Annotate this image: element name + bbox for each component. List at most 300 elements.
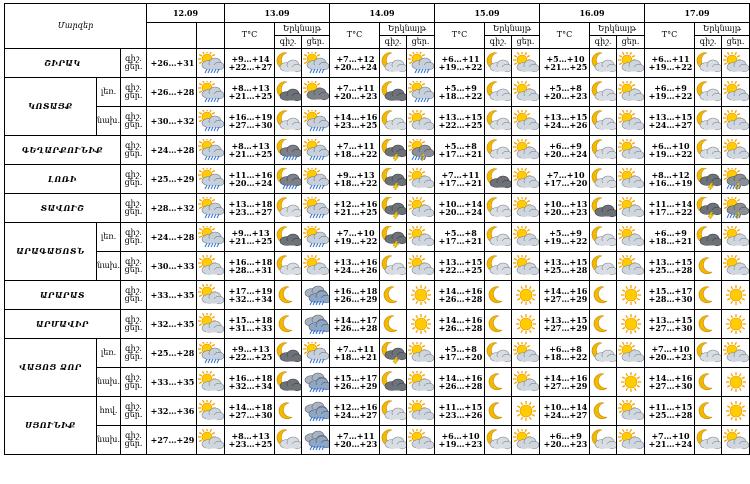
temp-day: +28…+30 bbox=[648, 294, 693, 304]
night-day-labels bbox=[121, 252, 147, 281]
temp-range bbox=[540, 281, 590, 310]
day-weather-icon bbox=[722, 194, 750, 223]
night-header: գիշ. bbox=[275, 36, 302, 49]
day-weather-icon bbox=[302, 397, 330, 426]
temp-night: +14…+16 bbox=[543, 372, 588, 383]
day-weather-icon bbox=[407, 339, 435, 368]
day-weather-icon bbox=[302, 107, 330, 136]
night-weather-icon bbox=[695, 78, 722, 107]
temp-night: +11…+14 bbox=[648, 198, 693, 209]
temp-day: +26…+28 bbox=[438, 323, 483, 333]
day-header: ցեր. bbox=[617, 36, 645, 49]
night-weather-icon bbox=[485, 194, 512, 223]
day-weather-icon bbox=[512, 426, 540, 455]
temp-range bbox=[330, 310, 380, 339]
day-weather-icon bbox=[722, 397, 750, 426]
night-label: գիշ. bbox=[125, 401, 142, 411]
temp-day-12: +33…+35 bbox=[147, 281, 197, 310]
day-weather-icon bbox=[722, 252, 750, 281]
day-weather-icon bbox=[302, 78, 330, 107]
weather-icon bbox=[197, 281, 225, 310]
region-row bbox=[5, 339, 750, 368]
region-row bbox=[5, 136, 750, 165]
temp-range bbox=[435, 49, 485, 78]
day-weather-icon bbox=[512, 368, 540, 397]
temp-range bbox=[225, 78, 275, 107]
night-weather-icon bbox=[485, 165, 512, 194]
temp-night: +10…+14 bbox=[543, 401, 588, 412]
day-weather-icon bbox=[722, 136, 750, 165]
temp-day: +17…+22 bbox=[648, 207, 693, 217]
temp-range bbox=[645, 310, 695, 339]
temp-range bbox=[435, 426, 485, 455]
date-header: 13.09 bbox=[225, 4, 330, 23]
temp-night: +7…+12 bbox=[336, 53, 375, 64]
temp-day: +22…+25 bbox=[228, 352, 273, 362]
night-day-labels bbox=[121, 397, 147, 426]
temp-range bbox=[330, 339, 380, 368]
temp-range bbox=[645, 397, 695, 426]
temp-night: +16…+18 bbox=[333, 285, 378, 296]
temp-range bbox=[225, 339, 275, 368]
night-weather-icon bbox=[590, 107, 617, 136]
temp-night: +6…+9 bbox=[549, 140, 582, 151]
night-label: գիշ. bbox=[125, 256, 142, 266]
temp-night: +16…+18 bbox=[228, 372, 273, 383]
night-weather-icon bbox=[380, 107, 407, 136]
temp-day: +19…+22 bbox=[648, 62, 693, 72]
temp-night: +7…+10 bbox=[651, 343, 690, 354]
temp-day: +25…+28 bbox=[648, 265, 693, 275]
temp-day: +23…+27 bbox=[228, 207, 273, 217]
region-row bbox=[5, 252, 750, 281]
temp-night: +14…+16 bbox=[438, 285, 483, 296]
temp-range bbox=[645, 194, 695, 223]
temp-day: +27…+30 bbox=[228, 120, 273, 130]
subzone-label: նախ. bbox=[97, 426, 121, 455]
night-weather-icon bbox=[695, 368, 722, 397]
temp-range bbox=[540, 223, 590, 252]
temp-night: +16…+19 bbox=[228, 111, 273, 122]
day-weather-icon bbox=[512, 194, 540, 223]
temp-range bbox=[225, 310, 275, 339]
night-weather-icon bbox=[485, 310, 512, 339]
temp-night: +7…+11 bbox=[336, 430, 375, 441]
night-label: գիշ. bbox=[125, 140, 142, 150]
temp-day: +17…+21 bbox=[438, 149, 483, 159]
temp-range bbox=[330, 368, 380, 397]
temp-night: +13…+15 bbox=[438, 111, 483, 122]
temp-day-12: +26…+28 bbox=[147, 78, 197, 107]
night-weather-icon bbox=[485, 223, 512, 252]
day-label: ցեր. bbox=[124, 352, 143, 361]
night-day-labels bbox=[121, 194, 147, 223]
day-weather-icon bbox=[722, 339, 750, 368]
temp-day: +22…+25 bbox=[438, 265, 483, 275]
temp-night: +13…+15 bbox=[648, 314, 693, 325]
night-weather-icon bbox=[275, 49, 302, 78]
subzone-label: լեռ. bbox=[97, 223, 121, 252]
temp-range bbox=[435, 368, 485, 397]
night-weather-icon bbox=[695, 339, 722, 368]
temp-day: +21…+25 bbox=[333, 207, 378, 217]
cloud-header: Երկնայթ bbox=[380, 23, 435, 36]
temp-day: +27…+30 bbox=[648, 323, 693, 333]
day-weather-icon bbox=[617, 49, 645, 78]
day-label: ցեր. bbox=[124, 381, 143, 390]
temp-range bbox=[225, 281, 275, 310]
night-day-labels bbox=[121, 281, 147, 310]
temp-day: +28…+31 bbox=[228, 265, 273, 275]
day-weather-icon bbox=[722, 310, 750, 339]
temp-day: +24…+26 bbox=[333, 265, 378, 275]
temp-range bbox=[540, 165, 590, 194]
temp-day: +24…+27 bbox=[543, 410, 588, 420]
day-weather-icon bbox=[512, 339, 540, 368]
day-weather-icon bbox=[722, 107, 750, 136]
night-day-labels bbox=[121, 368, 147, 397]
night-weather-icon bbox=[380, 281, 407, 310]
night-day-labels bbox=[121, 107, 147, 136]
weather-icon bbox=[197, 368, 225, 397]
temp-night: +6…+9 bbox=[654, 82, 687, 93]
temp-day: +20…+23 bbox=[333, 91, 378, 101]
temp-range bbox=[435, 136, 485, 165]
temp-day: +27…+29 bbox=[543, 294, 588, 304]
night-day-labels bbox=[121, 223, 147, 252]
temp-unit-header: T°C bbox=[645, 23, 695, 49]
weather-icon bbox=[197, 165, 225, 194]
temp-night: +5…+9 bbox=[444, 82, 477, 93]
temp-range bbox=[540, 310, 590, 339]
temp-range bbox=[645, 136, 695, 165]
temp-day: +22…+27 bbox=[228, 62, 273, 72]
day-weather-icon bbox=[302, 165, 330, 194]
temp-day-12: +30…+33 bbox=[147, 252, 197, 281]
day-weather-icon bbox=[407, 49, 435, 78]
night-weather-icon bbox=[590, 310, 617, 339]
temp-day: +26…+29 bbox=[333, 294, 378, 304]
temp-unit-header: T°C bbox=[330, 23, 380, 49]
temp-range bbox=[540, 78, 590, 107]
temp-day: +17…+20 bbox=[543, 178, 588, 188]
temp-day: +26…+28 bbox=[438, 294, 483, 304]
temp-night: +14…+18 bbox=[228, 401, 273, 412]
temp-night: +5…+9 bbox=[549, 227, 582, 238]
temp-night: +7…+11 bbox=[336, 140, 375, 151]
temp-night: +6…+8 bbox=[549, 343, 582, 354]
temp-night: +10…+13 bbox=[543, 198, 588, 209]
temp-day: +21…+24 bbox=[648, 439, 693, 449]
night-day-labels bbox=[121, 78, 147, 107]
night-weather-icon bbox=[590, 252, 617, 281]
temp-night: +11…+15 bbox=[438, 401, 483, 412]
day-weather-icon bbox=[302, 310, 330, 339]
temp-night: +13…+16 bbox=[333, 256, 378, 267]
temp-night: +13…+15 bbox=[543, 314, 588, 325]
subzone-label: նախ. bbox=[97, 107, 121, 136]
temp-day: +24…+27 bbox=[333, 410, 378, 420]
temp-night: +8…+13 bbox=[231, 82, 270, 93]
temp-day: +24…+27 bbox=[648, 120, 693, 130]
temp-night: +5…+10 bbox=[546, 53, 585, 64]
day-weather-icon bbox=[617, 223, 645, 252]
night-weather-icon bbox=[275, 339, 302, 368]
temp-night: +7…+10 bbox=[651, 430, 690, 441]
night-weather-icon bbox=[695, 49, 722, 78]
temp-night: +12…+16 bbox=[333, 401, 378, 412]
night-weather-icon bbox=[485, 426, 512, 455]
temp-night: +6…+9 bbox=[654, 227, 687, 238]
night-weather-icon bbox=[275, 165, 302, 194]
temp-range bbox=[330, 165, 380, 194]
day-weather-icon bbox=[722, 223, 750, 252]
temp-range bbox=[645, 339, 695, 368]
day-label: ցեր. bbox=[124, 207, 143, 216]
temp-range bbox=[540, 136, 590, 165]
day-header: ցեր. bbox=[302, 36, 330, 49]
weather-icon bbox=[197, 194, 225, 223]
night-weather-icon bbox=[380, 223, 407, 252]
temp-day-12: +28…+32 bbox=[147, 194, 197, 223]
weather-icon bbox=[197, 223, 225, 252]
temp-range bbox=[435, 339, 485, 368]
temp-night: +5…+8 bbox=[549, 82, 582, 93]
night-weather-icon bbox=[590, 49, 617, 78]
region-row bbox=[5, 78, 750, 107]
temp-day: +27…+30 bbox=[228, 410, 273, 420]
night-weather-icon bbox=[695, 107, 722, 136]
temp-night: +8…+13 bbox=[231, 140, 270, 151]
temp-day: +19…+22 bbox=[543, 236, 588, 246]
weather-icon bbox=[197, 107, 225, 136]
day-weather-icon bbox=[722, 49, 750, 78]
day-label: ցեր. bbox=[124, 120, 143, 129]
temp-night: +15…+17 bbox=[333, 372, 378, 383]
region-row bbox=[5, 281, 750, 310]
temp-night: +14…+16 bbox=[438, 372, 483, 383]
temp-day-12: +26…+31 bbox=[147, 49, 197, 78]
night-weather-icon bbox=[590, 368, 617, 397]
day-weather-icon bbox=[407, 426, 435, 455]
night-weather-icon bbox=[590, 223, 617, 252]
night-weather-icon bbox=[590, 78, 617, 107]
temp-range bbox=[435, 252, 485, 281]
day-weather-icon bbox=[302, 281, 330, 310]
region-name: ԱՐՄԱՎԻՐ bbox=[5, 310, 121, 339]
day-label: ցեր. bbox=[124, 236, 143, 245]
night-weather-icon bbox=[485, 252, 512, 281]
temp-range bbox=[225, 252, 275, 281]
temp-range bbox=[225, 194, 275, 223]
temp-range bbox=[435, 165, 485, 194]
day-label: ցեր. bbox=[124, 410, 143, 419]
temp-day: +20…+23 bbox=[543, 207, 588, 217]
temp-night: +12…+16 bbox=[333, 198, 378, 209]
temp-range bbox=[330, 281, 380, 310]
night-weather-icon bbox=[695, 223, 722, 252]
day-weather-icon bbox=[302, 194, 330, 223]
day-header: ցեր. bbox=[407, 36, 435, 49]
day-label: ցեր. bbox=[124, 62, 143, 71]
temp-day: +22…+25 bbox=[438, 120, 483, 130]
temp-day: +25…+28 bbox=[543, 265, 588, 275]
day-weather-icon bbox=[617, 281, 645, 310]
temp-day: +23…+26 bbox=[438, 410, 483, 420]
night-weather-icon bbox=[485, 281, 512, 310]
night-weather-icon bbox=[275, 252, 302, 281]
temp-day: +20…+23 bbox=[333, 439, 378, 449]
day-weather-icon bbox=[302, 49, 330, 78]
day-weather-icon bbox=[407, 252, 435, 281]
temp-night: +5…+8 bbox=[444, 343, 477, 354]
temp-range bbox=[225, 107, 275, 136]
day-weather-icon bbox=[302, 426, 330, 455]
day-label: ցեր. bbox=[124, 91, 143, 100]
region-row bbox=[5, 194, 750, 223]
night-weather-icon bbox=[380, 368, 407, 397]
night-weather-icon bbox=[590, 281, 617, 310]
night-label: գիշ. bbox=[125, 343, 142, 353]
temp-range bbox=[645, 223, 695, 252]
night-weather-icon bbox=[485, 107, 512, 136]
cloud-header: Երկնայթ bbox=[590, 23, 645, 36]
temp-night: +5…+8 bbox=[444, 227, 477, 238]
region-row bbox=[5, 107, 750, 136]
night-weather-icon bbox=[695, 252, 722, 281]
temp-day: +25…+28 bbox=[648, 410, 693, 420]
day-weather-icon bbox=[512, 78, 540, 107]
temp-night: +15…+18 bbox=[228, 314, 273, 325]
night-header: գիշ. bbox=[590, 36, 617, 49]
region-row bbox=[5, 49, 750, 78]
cloud-header: Երկնայթ bbox=[275, 23, 330, 36]
temp-day-12: +32…+36 bbox=[147, 397, 197, 426]
day-weather-icon bbox=[722, 281, 750, 310]
temp-range bbox=[540, 49, 590, 78]
temp-range bbox=[330, 78, 380, 107]
temp-night: +9…+13 bbox=[336, 169, 375, 180]
region-name: ՍՅՈՒՆԻՔ bbox=[5, 397, 97, 455]
temp-night: +7…+10 bbox=[336, 227, 375, 238]
regions-header: Մարզեր bbox=[5, 4, 147, 49]
cloud-header: Երկնայթ bbox=[695, 23, 750, 36]
temp-day: +20…+23 bbox=[648, 352, 693, 362]
night-label: գիշ. bbox=[125, 111, 142, 121]
temp-range bbox=[540, 426, 590, 455]
temp-range bbox=[540, 368, 590, 397]
night-weather-icon bbox=[380, 194, 407, 223]
day-weather-icon bbox=[512, 136, 540, 165]
temp-range bbox=[645, 252, 695, 281]
day-weather-icon bbox=[722, 78, 750, 107]
day-weather-icon bbox=[407, 310, 435, 339]
night-weather-icon bbox=[485, 397, 512, 426]
day-weather-icon bbox=[722, 165, 750, 194]
temp-range bbox=[645, 49, 695, 78]
temp-range bbox=[540, 339, 590, 368]
region-name: ՇԻՐԱԿ bbox=[5, 49, 121, 78]
night-weather-icon bbox=[380, 426, 407, 455]
day-weather-icon bbox=[512, 165, 540, 194]
temp-range bbox=[645, 426, 695, 455]
temp-night: +13…+15 bbox=[648, 256, 693, 267]
temp-range bbox=[645, 368, 695, 397]
temp-day: +19…+22 bbox=[333, 236, 378, 246]
temp-night: +7…+10 bbox=[546, 169, 585, 180]
temp-day: +24…+26 bbox=[543, 120, 588, 130]
night-day-labels bbox=[121, 339, 147, 368]
temp-range bbox=[225, 136, 275, 165]
temp-day: +17…+20 bbox=[438, 352, 483, 362]
day-weather-icon bbox=[617, 426, 645, 455]
cloud-header: Երկնայթ bbox=[485, 23, 540, 36]
temp-day: +17…+21 bbox=[438, 236, 483, 246]
temp-day: +16…+19 bbox=[648, 178, 693, 188]
temp-day: +26…+28 bbox=[438, 381, 483, 391]
date-header: 16.09 bbox=[540, 4, 645, 23]
night-day-labels bbox=[121, 136, 147, 165]
temp-range bbox=[435, 107, 485, 136]
night-weather-icon bbox=[695, 310, 722, 339]
temp-night: +14…+16 bbox=[333, 111, 378, 122]
temp-day: +18…+21 bbox=[648, 236, 693, 246]
temp-day: +19…+22 bbox=[438, 62, 483, 72]
temp-day-12: +24…+28 bbox=[147, 223, 197, 252]
day-weather-icon bbox=[617, 194, 645, 223]
subzone-label: լեռ. bbox=[97, 339, 121, 368]
night-label: գիշ. bbox=[125, 314, 142, 324]
temp-night: +10…+14 bbox=[438, 198, 483, 209]
temp-night: +11…+15 bbox=[648, 401, 693, 412]
day-weather-icon bbox=[512, 49, 540, 78]
temp-day: +19…+22 bbox=[648, 91, 693, 101]
temp-range bbox=[225, 223, 275, 252]
night-weather-icon bbox=[380, 136, 407, 165]
day-weather-icon bbox=[722, 368, 750, 397]
temp-unit-header: T°C bbox=[435, 23, 485, 49]
weather-icon bbox=[197, 78, 225, 107]
forecast-table bbox=[4, 3, 750, 455]
temp-range bbox=[540, 252, 590, 281]
night-weather-icon bbox=[275, 397, 302, 426]
temp-night: +8…+12 bbox=[651, 169, 690, 180]
temp-day: +27…+29 bbox=[543, 323, 588, 333]
temp-night: +13…+15 bbox=[543, 256, 588, 267]
temp-day: +23…+25 bbox=[333, 120, 378, 130]
date-header: 12.09 bbox=[147, 4, 225, 23]
night-weather-icon bbox=[695, 281, 722, 310]
day-weather-icon bbox=[302, 368, 330, 397]
temp-range bbox=[330, 426, 380, 455]
temp-day: +20…+24 bbox=[543, 149, 588, 159]
blank-header bbox=[147, 23, 197, 49]
temp-night: +9…+13 bbox=[231, 343, 270, 354]
day-weather-icon bbox=[512, 397, 540, 426]
day-weather-icon bbox=[617, 310, 645, 339]
night-weather-icon bbox=[485, 136, 512, 165]
temp-night: +6…+11 bbox=[441, 53, 480, 64]
day-weather-icon bbox=[617, 78, 645, 107]
night-weather-icon bbox=[275, 194, 302, 223]
temp-range bbox=[435, 281, 485, 310]
temp-day-12: +32…+35 bbox=[147, 310, 197, 339]
weather-icon bbox=[197, 397, 225, 426]
day-weather-icon bbox=[302, 136, 330, 165]
temp-range bbox=[330, 136, 380, 165]
weather-icon bbox=[197, 49, 225, 78]
night-weather-icon bbox=[695, 426, 722, 455]
